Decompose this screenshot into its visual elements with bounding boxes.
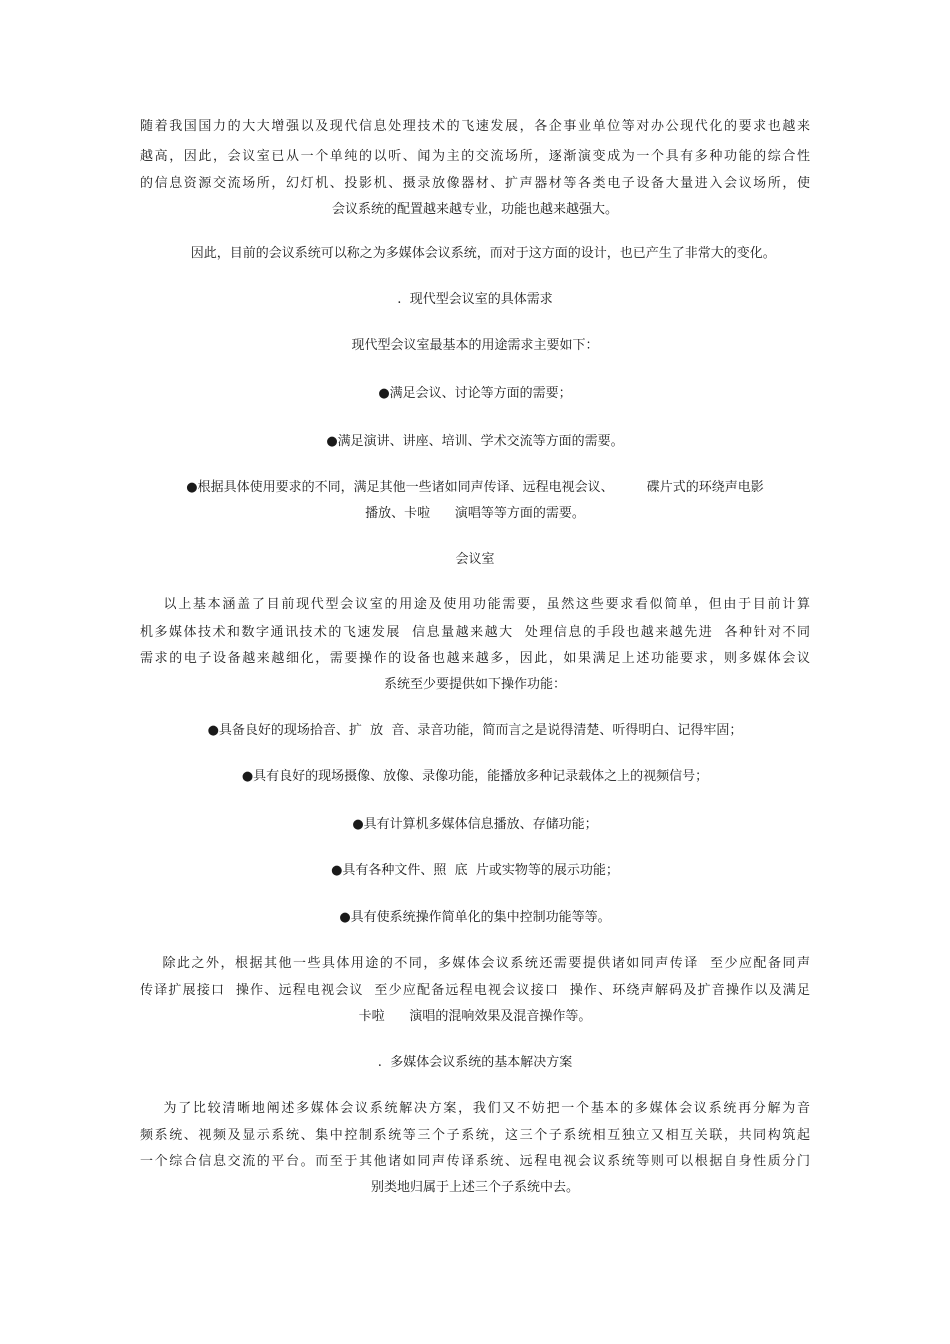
- paragraph-solution-line-4: 别类地归属于上述三个子系统中去。: [370, 1180, 579, 1195]
- bullet-lectures: ●满足演讲、讲座、培训、学术交流等方面的需要。: [326, 434, 624, 449]
- bullet-meetings: ●满足会议、讨论等方面的需要；: [378, 386, 572, 401]
- paragraph-extra-line-2: 传译扩展接口 操作、远程电视会议 至少应配备远程电视会议接口 操作、环绕声解码及扩音操作以及满足: [140, 983, 810, 998]
- function-display: ●具有各种文件、照 底 片或实物等的展示功能；: [331, 863, 619, 878]
- function-audio: ●具备良好的现场拾音、扩 放 音、录音功能，简而言之是说得清楚、听得明白、记得牢固；: [207, 723, 743, 738]
- paragraph-solution-line-2: 频系统、视频及显示系统、集中控制系统等三个子系统，这三个子系统相互独立又相互关联，共同构筑起: [140, 1128, 810, 1143]
- paragraph-extra-line-1: 除此之外，根据其他一些具体用途的不同，多媒体会议系统还需要提供诸如同声传译 至少应配备同声: [140, 956, 810, 971]
- paragraph-functions-line-3: 需求的电子设备越来越细化，需要操作的设备也越来越多，因此，如果满足上述功能要求，则多媒体会议: [140, 651, 810, 666]
- paragraph-multimedia-note: 因此，目前的会议系统可以称之为多媒体会议系统，而对于这方面的设计，也已产生了非常大的变化。: [174, 246, 776, 261]
- requirements-intro: 现代型会议室最基本的用途需求主要如下：: [351, 338, 599, 353]
- paragraph-functions-line-1: 以上基本涵盖了目前现代型会议室的用途及使用功能需要，虽然这些要求看似简单，但由于目前计算: [140, 597, 810, 612]
- function-video: ●具有良好的现场摄像、放像、录像功能，能播放多种记录载体之上的视频信号；: [241, 769, 709, 784]
- paragraph-solution-line-1: 为了比较清晰地阐述多媒体会议系统解决方案，我们又不妨把一个基本的多媒体会议系统再分解为音: [140, 1101, 810, 1116]
- section-heading-solution: . 多媒体会议系统的基本解决方案: [377, 1055, 573, 1070]
- section-heading-requirements: . 现代型会议室的具体需求: [397, 292, 553, 307]
- figure-caption: 会议室: [455, 552, 495, 567]
- paragraph-intro-line-2: 越高，因此，会议室已从一个单纯的以听、闻为主的交流场所，逐渐演变成为一个具有多种功能的综合性: [140, 149, 810, 164]
- paragraph-functions-line-4: 系统至少要提供如下操作功能：: [383, 677, 566, 692]
- function-control: ●具有使系统操作简单化的集中控制功能等等。: [339, 910, 611, 925]
- paragraph-intro-line-1: 随着我国国力的大大增强以及现代信息处理技术的飞速发展，各企事业单位等对办公现代化的要求也越来: [140, 119, 810, 134]
- paragraph-intro-line-3: 的信息资源交流场所，幻灯机、投影机、摄录放像器材、扩声器材等各类电子设备大量进入会议场所，使: [140, 176, 810, 191]
- bullet-other-needs-line-1: ●根据具体使用要求的不同，满足其他一些诸如同声传译、远程电视会议、 碟片式的环绕声电影: [186, 480, 764, 495]
- bullet-other-needs-line-2: 播放、卡啦 演唱等等方面的需要。: [365, 506, 585, 521]
- paragraph-extra-line-3: 卡啦 演唱的混响效果及混音操作等。: [358, 1009, 592, 1024]
- function-computer: ●具有计算机多媒体信息播放、存储功能；: [352, 817, 598, 832]
- paragraph-intro-line-4: 会议系统的配置越来越专业，功能也越来越强大。: [331, 202, 618, 217]
- paragraph-functions-line-2: 机多媒体技术和数字通讯技术的飞速发展 信息量越来越大 处理信息的手段也越来越先进 各种针对不同: [140, 625, 810, 640]
- paragraph-solution-line-3: 一个综合信息交流的平台。而至于其他诸如同声传译系统、远程电视会议系统等则可以根据自身性质分门: [140, 1154, 810, 1169]
